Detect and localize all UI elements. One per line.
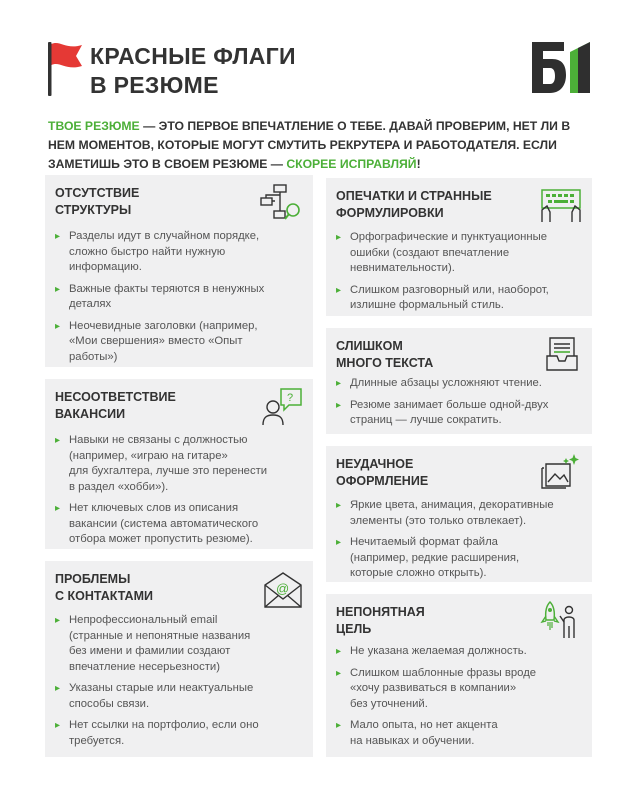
intro-text <box>48 117 596 174</box>
card-title: СЛИШКОМ МНОГО ТЕКСТА <box>336 339 434 370</box>
flowchart-icon <box>259 183 303 223</box>
card-title: НЕПОНЯТНАЯ ЦЕЛЬ <box>336 605 425 636</box>
card-mismatch <box>45 379 313 549</box>
list-item: ▸ Слишком разговорный или, наоборот, излишне формальный стиль. <box>336 283 584 314</box>
svg-text:@: @ <box>276 581 290 596</box>
list-item: ▸ Не указана желаемая должность. <box>336 644 584 660</box>
list-item: ▸ Орфографические и пунктуационные ошибки (создают впечатление невнимательности). <box>336 230 584 277</box>
card-contacts <box>45 561 313 757</box>
list-item: ▸ Слишком шаблонные фразы вроде «хочу развиваться в компании» без уточнений. <box>336 666 584 713</box>
list-item: ▸ Неочевидные заголовки (например, «Мои свершения» вместо «Опыт работы») <box>55 319 305 366</box>
svg-text:?: ? <box>287 392 294 404</box>
rocket-person-icon <box>538 600 578 640</box>
keyboard-hands-icon <box>538 186 584 224</box>
list-item: ▸ Разделы идут в случайном порядке, сложно быстро найти нужную информацию. <box>55 229 305 276</box>
card-goal <box>326 594 592 757</box>
document-tray-icon <box>546 336 578 372</box>
list-item: ▸ Резюме занимает больше одной-двух страниц — лучше сократить. <box>336 398 584 429</box>
intro-lead: ТВОЕ РЕЗЮМЕ <box>48 119 140 133</box>
image-sparkle-icon <box>540 452 580 490</box>
red-flag-icon <box>44 40 84 96</box>
list-item: ▸ Нечитаемый формат файла (например, редкие расширения, которые сложно открыть). <box>336 535 584 582</box>
card-design <box>326 446 592 582</box>
card-title: НЕУДАЧНОЕ ОФОРМЛЕНИЕ <box>336 457 429 488</box>
intro-body: — ЭТО ПЕРВОЕ ВПЕЧАТЛЕНИЕ О ТЕБЕ. ДАВАЙ ПРОВЕРИМ, НЕТ ЛИ В НЕМ МОМЕНТОВ, КОТОРЫЕ МОГУТ СМУТИТЬ РЕКРУТЕРА И РАБОТОДАТЕЛЯ. ЕСЛИ ЗАМЕТИШЬ ЭТО В СВОЕМ РЕЗЮМЕ — <box>48 119 571 171</box>
list-item: ▸ Нет ключевых слов из описания вакансии (система автоматического отбора может пропустить резюме). <box>55 501 305 548</box>
card-title: НЕСООТВЕТСТВИЕ ВАКАНСИИ <box>55 390 176 421</box>
list-item: ▸ Навыки не связаны с должностью (например, «играю на гитаре» для бухгалтера, лучше это перенести в раздел «хобби»). <box>55 433 305 495</box>
intro-end: ! <box>416 157 421 171</box>
b1-logo <box>532 42 590 94</box>
question-person-icon <box>261 387 303 427</box>
list-item: ▸ Непрофессиональный email (странные и непонятные названия без имени и фамилии создают впечатление несерьезности) <box>55 613 305 675</box>
list-item: ▸ Важные факты теряются в ненужных деталях <box>55 282 305 313</box>
list-item: ▸ Длинные абзацы усложняют чтение. <box>336 376 584 392</box>
card-typos <box>326 178 592 316</box>
list-item: ▸ Яркие цвета, анимация, декоративные элементы (это только отвлекает). <box>336 498 584 529</box>
card-structure <box>45 175 313 367</box>
page-title: КРАСНЫЕ ФЛАГИ В РЕЗЮМЕ <box>90 43 296 98</box>
header <box>44 40 604 100</box>
list-item: ▸ Мало опыта, но нет акцента на навыках и обучении. <box>336 718 584 749</box>
card-title: ПРОБЛЕМЫ С КОНТАКТАМИ <box>55 572 153 603</box>
list-item: ▸ Нет ссылки на портфолио, если оно требуется. <box>55 718 305 749</box>
card-title: ОПЕЧАТКИ И СТРАННЫЕ ФОРМУЛИРОВКИ <box>336 189 492 220</box>
card-text <box>326 328 592 434</box>
intro-cta: СКОРЕЕ ИСПРАВЛЯЙ <box>286 157 417 171</box>
card-title: ОТСУТСТВИЕ СТРУКТУРЫ <box>55 186 140 217</box>
email-envelope-icon <box>263 569 303 609</box>
list-item: ▸ Указаны старые или неактуальные способы связи. <box>55 681 305 712</box>
